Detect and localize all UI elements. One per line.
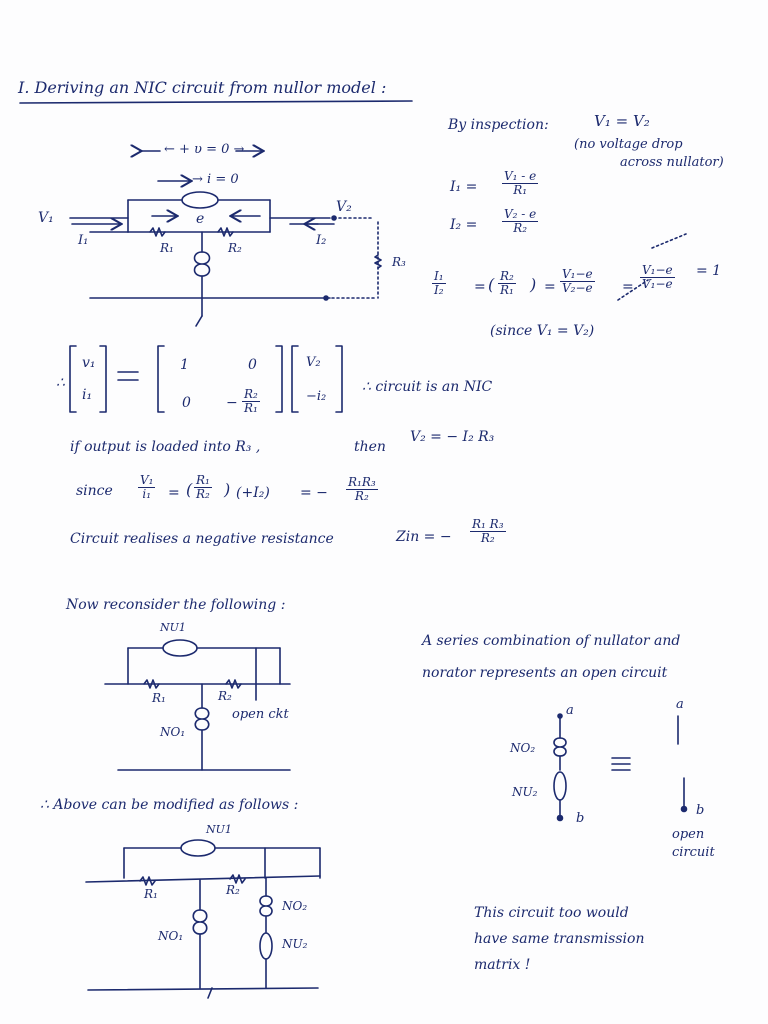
matrix-m11: 1 (180, 357, 189, 373)
reconsider-r1: R₁ (152, 691, 166, 705)
circuit-3 (86, 840, 320, 998)
modified-heading: ∴ Above can be modified as follows : (40, 797, 299, 813)
reconsider-r2: R₂ (218, 689, 232, 703)
open-terminal-b: b (696, 803, 705, 818)
resistor-ratio (498, 270, 516, 296)
i2-lhs: I₂ = (450, 217, 478, 233)
v-ratio-num: V₁−e (562, 267, 593, 281)
rhs-v2: V₂ (306, 355, 321, 370)
v2-label: V₂ (336, 199, 352, 215)
matrix-m12: 0 (248, 357, 257, 373)
inspection-v-eq: V₁ = V₂ (594, 112, 650, 130)
circuit-2 (105, 640, 290, 770)
zin-label: Zin = − (396, 529, 452, 545)
paren-open-2: ( (186, 480, 193, 499)
r1r3-num: R₁R₃ (348, 475, 376, 489)
paren-open: ( (488, 275, 495, 294)
open-ckt-label: open ckt (232, 707, 289, 722)
reconsider-nu1: NU1 (160, 621, 186, 634)
series-no2: NO₂ (510, 741, 536, 755)
title-underline (20, 101, 412, 103)
v1-over-i1 (138, 474, 155, 500)
zin-num: R₁ R₃ (472, 517, 504, 531)
r-ratio-num: R₂ (500, 269, 514, 283)
modified-nu2: NU₂ (282, 937, 308, 951)
series-terminal-b: b (576, 811, 585, 826)
reconsider-heading: Now reconsider the following : (66, 597, 286, 613)
m22-num: R₂ (244, 387, 258, 401)
paren-close-2: ) (224, 480, 231, 499)
closing-line-2: have same transmission (474, 931, 645, 947)
r2-label: R₂ (228, 241, 242, 255)
therefore-sign: ∴ (56, 375, 65, 391)
v1-label: V₁ (38, 210, 54, 226)
inspection-heading: By inspection: (448, 117, 549, 133)
since-eq: = (168, 485, 180, 501)
modified-r2: R₂ (226, 883, 240, 897)
r1r3-den: R₂ (354, 488, 369, 503)
r1-over-r2 (194, 474, 212, 500)
i2-num: V₂ - e (504, 207, 537, 221)
current-zero-label: → i = 0 (192, 172, 239, 187)
equals-one: = 1 (696, 263, 722, 279)
r-ratio-den: R₁ (500, 282, 514, 297)
i1-lhs: I₁ = (450, 179, 478, 195)
rhs-i2: −i₂ (306, 389, 327, 404)
page-title: I. Deriving an NIC circuit from nullor model : (18, 78, 387, 97)
times-i2: (+I₂) (236, 485, 270, 501)
nic-conclusion: ∴ circuit is an NIC (362, 379, 493, 395)
closing-line-1: This circuit too would (474, 905, 629, 921)
i1-den: R₁ (513, 182, 528, 197)
then-word: then (354, 439, 386, 455)
v1-over-i1-num: V₁ (140, 473, 154, 487)
loaded-line: if output is loaded into R₃ , (70, 439, 261, 455)
norator-symbol (195, 252, 210, 276)
ratio-den: I₂ (434, 282, 444, 297)
v3-ratio-num: V₁−e (642, 263, 673, 277)
voltage-ratio-equal (640, 264, 675, 290)
i2-label: I₂ (316, 233, 327, 248)
inspection-note-1: (no voltage drop (574, 137, 683, 152)
voltage-ratio (560, 268, 595, 294)
open-terminal-a: a (676, 697, 684, 712)
eq-sign-1: = (474, 279, 486, 295)
m22-den: R₁ (244, 400, 258, 415)
matrix-brackets (70, 346, 342, 412)
eq-sign-3: = (622, 279, 634, 295)
zin-den: R₂ (480, 530, 495, 545)
v1-over-i1-den: i₁ (142, 486, 152, 501)
open-label-2: circuit (672, 845, 715, 860)
modified-no2: NO₂ (282, 899, 308, 913)
zin-fraction (470, 518, 506, 544)
i1-fraction (502, 170, 538, 196)
reconsider-no1: NO₁ (160, 725, 186, 739)
r1-over-r2-num: R₁ (196, 473, 210, 487)
v3-ratio-den: V₁−e (642, 276, 673, 291)
i2-fraction (502, 208, 538, 234)
i1-num: V₁ - e (504, 169, 537, 183)
closing-line-3: matrix ! (474, 957, 531, 973)
voltage-across-label: ← + υ = 0 → (164, 142, 245, 157)
modified-nu1: NU1 (206, 823, 232, 836)
series-line-2: norator represents an open circuit (422, 665, 668, 681)
realises-line: Circuit realises a negative resistance (70, 531, 334, 547)
current-ratio (432, 270, 446, 296)
r1-label: R₁ (160, 241, 174, 255)
r1r3-over-r2 (346, 476, 378, 502)
eq-minus: = − (300, 485, 328, 501)
eq-sign-2: = (544, 279, 556, 295)
since-word: since (76, 483, 113, 499)
v-ratio-den: V₂−e (562, 280, 593, 295)
matrix-m21: 0 (182, 395, 191, 411)
matrix-m22 (242, 388, 260, 414)
r3-label: R₃ (392, 255, 406, 269)
modified-no1: NO₁ (158, 929, 184, 943)
series-symbols (554, 714, 687, 821)
modified-r1: R₁ (144, 887, 158, 901)
lhs-i1: i₁ (82, 387, 93, 403)
series-line-1: A series combination of nullator and (422, 633, 681, 649)
open-label-1: open (672, 827, 705, 842)
ratio-num: I₁ (434, 269, 444, 283)
since-v1-v2: (since V₁ = V₂) (490, 323, 595, 339)
series-terminal-a: a (566, 703, 574, 718)
lhs-v1: v₁ (82, 355, 96, 371)
v2-load-equation: V₂ = − I₂ R₃ (410, 429, 495, 445)
node-e-label: e (196, 211, 205, 227)
i2-den: R₂ (513, 220, 528, 235)
paren-close: ) (530, 275, 537, 294)
inspection-note-2: across nullator) (620, 155, 724, 170)
i1-label: I₁ (78, 233, 89, 248)
nullator-symbol (182, 192, 218, 208)
series-nu2: NU₂ (512, 785, 538, 799)
matrix-m22-sign: − (226, 395, 238, 411)
r1-over-r2-den: R₂ (196, 486, 210, 501)
